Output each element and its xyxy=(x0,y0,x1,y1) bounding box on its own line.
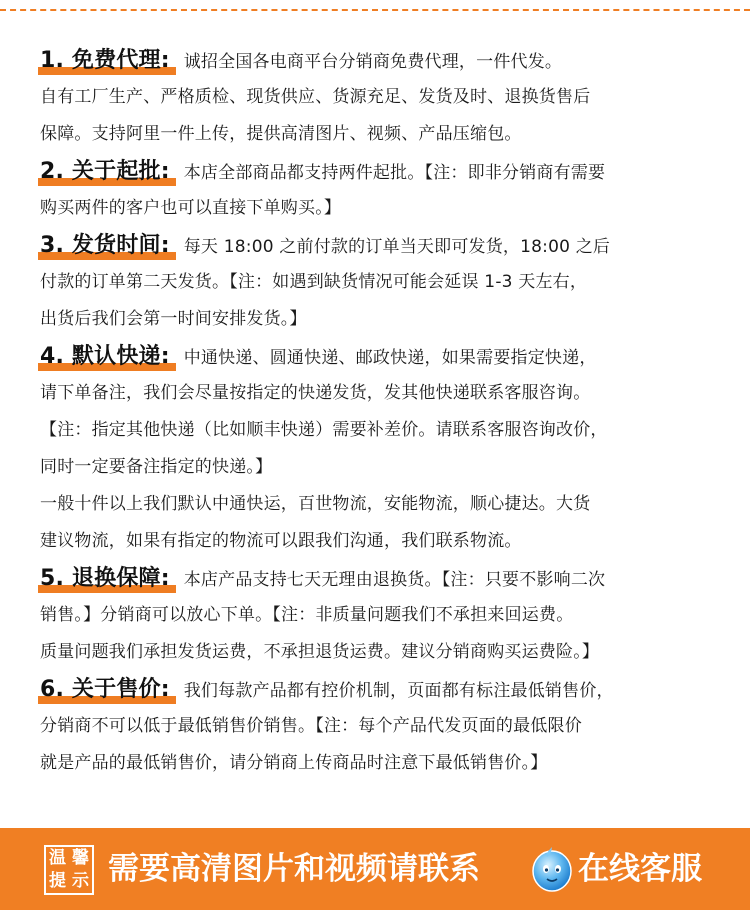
section-text: 【注：指定其他快递（比如顺丰快递）需要补差价。请联系客服咨询改价， xyxy=(40,420,608,440)
section-text: 付款的订单第二天发货。【注：如遇到缺货情况可能会延误 1-3 天左右， xyxy=(40,272,588,292)
section-heading: 5. 退换保障: xyxy=(40,560,176,597)
section-pricing xyxy=(40,671,720,782)
section-text: 自有工厂生产、严格质检、现货供应、货源充足、发货及时、退换货售后 xyxy=(40,87,591,107)
section-heading: 6. 关于售价: xyxy=(40,671,176,708)
contact-banner xyxy=(0,828,750,910)
section-text: 同时一定要备注指定的快递。】 xyxy=(40,457,273,477)
section-first-line xyxy=(40,560,720,597)
section-text: 销售。】分销商可以放心下单。【注：非质量问题我们不承担来回运费。 xyxy=(40,605,574,625)
banner-text-left: 需要高清图片和视频请联系 xyxy=(108,851,480,887)
policy-content xyxy=(40,42,720,782)
section-text: 出货后我们会第一时间安排发货。】 xyxy=(40,309,307,329)
section-return-guarantee xyxy=(40,560,720,671)
section-text: 中通快递、圆通快递、邮政快递，如果需要指定快递， xyxy=(183,348,597,368)
section-text: 本店全部商品都支持两件起批。【注：即非分销商有需要 xyxy=(183,163,606,183)
qq-penguin-icon[interactable] xyxy=(530,845,574,893)
section-shipping-time xyxy=(40,227,720,338)
section-first-line xyxy=(40,153,720,190)
section-text: 诚招全国各电商平台分销商免费代理，一件代发。 xyxy=(183,52,563,72)
section-first-line xyxy=(40,338,720,375)
section-heading: 4. 默认快递: xyxy=(40,338,176,375)
section-first-line xyxy=(40,671,720,708)
section-text: 建议物流，如果有指定的物流可以跟我们沟通，我们联系物流。 xyxy=(40,531,522,551)
top-dashed-divider xyxy=(0,9,750,11)
section-text: 就是产品的最低销售价，请分销商上传商品时注意下最低销售价。】 xyxy=(40,753,548,773)
section-free-agency xyxy=(40,42,720,153)
section-text: 我们每款产品都有控价机制，页面都有标注最低销售价， xyxy=(183,681,614,701)
section-text: 每天 18:00 之前付款的订单当天即可发货，18:00 之后 xyxy=(183,237,611,257)
banner-text-right: 在线客服 xyxy=(578,851,702,887)
badge-char: 示 xyxy=(72,871,89,891)
section-min-order xyxy=(40,153,720,227)
section-text: 本店产品支持七天无理由退换货。【注：只要不影响二次 xyxy=(183,570,606,590)
section-text: 保障。支持阿里一件上传，提供高清图片、视频、产品压缩包。 xyxy=(40,124,522,144)
section-text: 购买两件的客户也可以直接下单购买。】 xyxy=(40,198,342,218)
section-heading: 3. 发货时间: xyxy=(40,227,176,264)
section-first-line xyxy=(40,42,720,79)
section-first-line xyxy=(40,227,720,264)
badge-char: 提 xyxy=(49,871,66,891)
badge-char: 温 xyxy=(49,848,66,868)
section-text: 一般十件以上我们默认中通快运，百世物流，安能物流，顺心捷达。大货 xyxy=(40,494,591,514)
badge-char: 馨 xyxy=(72,848,89,868)
section-text: 请下单备注，我们会尽量按指定的快递发货，发其他快递联系客服咨询。 xyxy=(40,383,591,403)
section-default-courier xyxy=(40,338,720,560)
section-text: 分销商不可以低于最低销售价销售。【注：每个产品代发页面的最低限价 xyxy=(40,716,582,736)
warm-tip-badge xyxy=(44,845,94,895)
section-heading: 1. 免费代理: xyxy=(40,42,176,79)
section-heading: 2. 关于起批: xyxy=(40,153,176,190)
section-text: 质量问题我们承担发货运费，不承担退货运费。建议分销商购买运费险。】 xyxy=(40,642,600,662)
